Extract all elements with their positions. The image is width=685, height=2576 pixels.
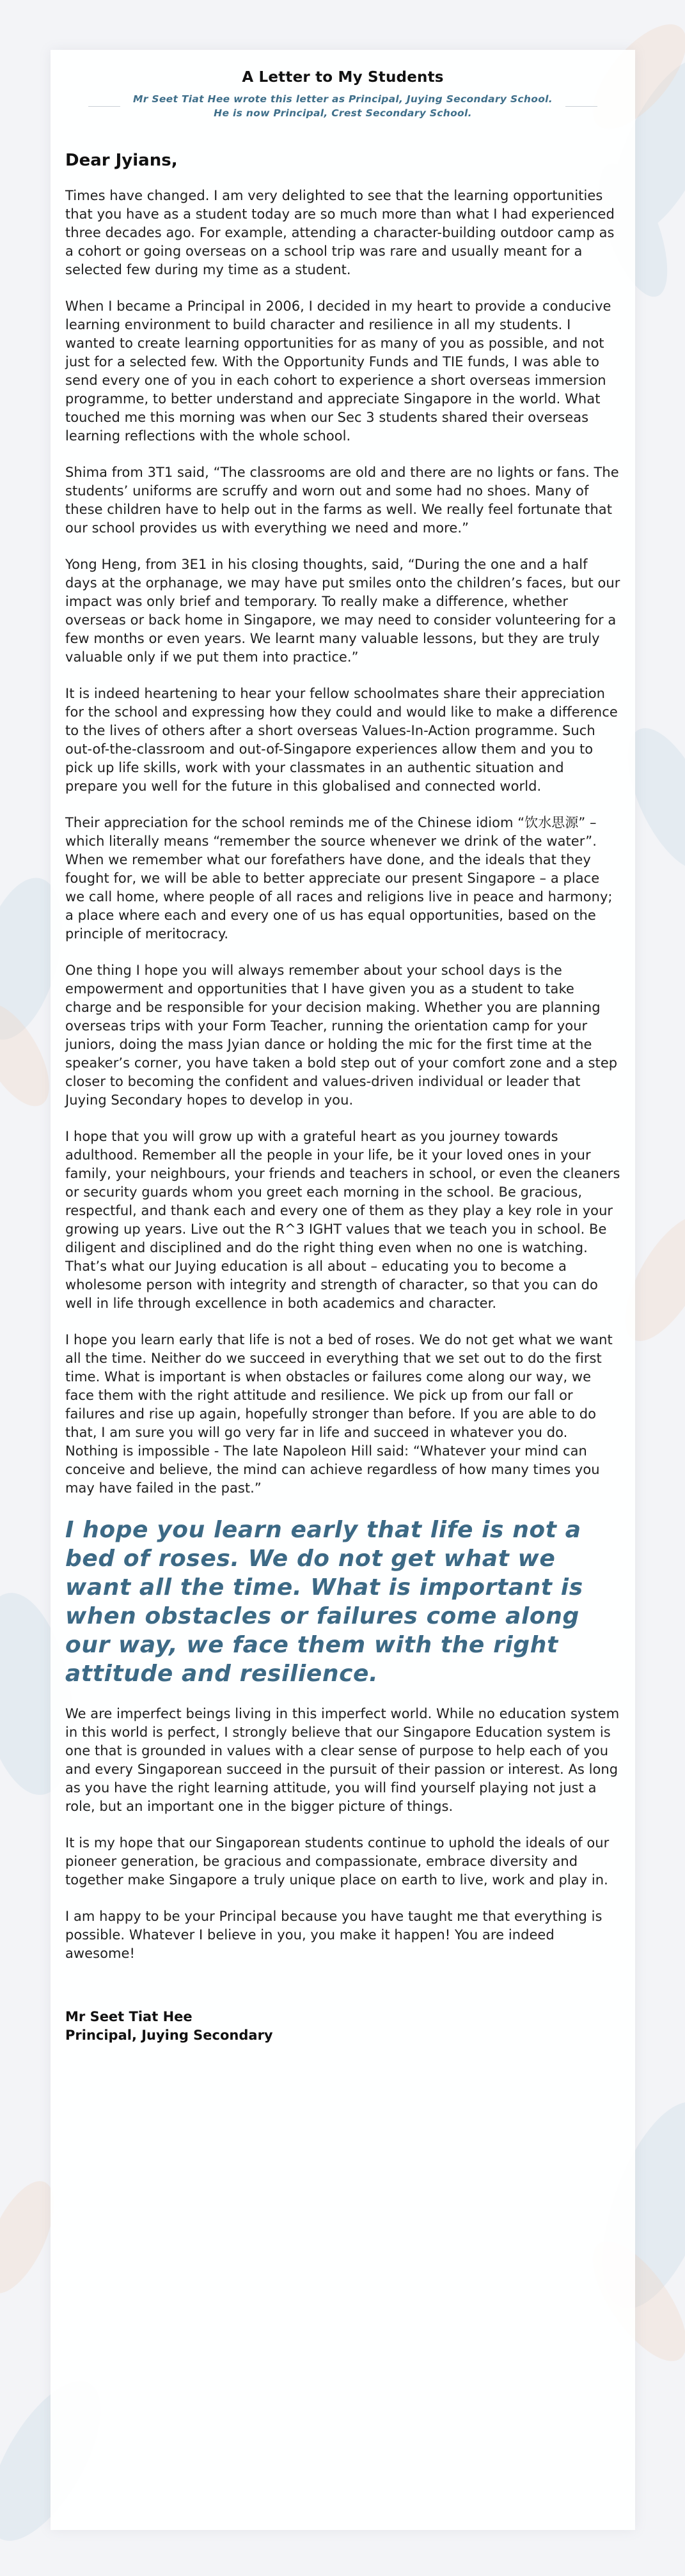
- page-title: A Letter to My Students: [242, 69, 444, 86]
- subtitle-line-2: He is now Principal, Crest Secondary School.: [214, 107, 472, 119]
- signature-block: [65, 2008, 620, 2045]
- paragraph: Shima from 3T1 said, “The classrooms are old and there are no lights or fans. The students’ uniforms are scruffy and worn out and some had no shoes. Many of these children have to help out in the farms as well. We really feel fortunate that our school provides us with everything we need and more.”: [65, 465, 619, 536]
- paragraph: Their appreciation for the school reminds me of the Chinese idiom “饮水思源” – which literally means “remember the source whenever we drink of the water”. When we remember what our forefathers have done, and the ideals that they fought for, we will be able to better appreciate our present Singapore – a place we call home, where people of all races and religions live in peace and harmony; a place where each and every one of us has equal opportunities, based on the principle of meritocracy.: [65, 815, 613, 942]
- pull-quote: I hope you learn early that life is not a bed of roses. We do not get what we want all the time. What is important is when obstacles or failures come along our way, we face them with the right attitude and resilience.: [65, 1517, 583, 1687]
- letter-content: [65, 69, 620, 2045]
- subtitle-block: [65, 92, 620, 120]
- paragraph: It is my hope that our Singaporean students continue to uphold the ideals of our pioneer generation, be gracious and compassionate, embrace diversity and together make Singapore a truly unique place on earth to live, work and play in.: [65, 1835, 610, 1888]
- salutation: Dear Jyians,: [65, 151, 178, 170]
- subtitle-line-1: Mr Seet Tiat Hee wrote this letter as Principal, Juying Secondary School.: [133, 93, 553, 105]
- paragraph: When I became a Principal in 2006, I decided in my heart to provide a conducive learning environment to build character and resilience in all my students. I wanted to create learning opportunities for as many of you as possible, and not just for a selected few. With the Opportunity Funds and TIE funds, I was able to send every one of you in each cohort to experience a short overseas immersion programme, to better understand and appreciate Singapore in the world. What touched me this morning was when our Sec 3 students shared their overseas learning reflections with the whole school.: [65, 299, 611, 444]
- paragraph: I hope that you will grow up with a grateful heart as you journey towards adulthood. Remember all the people in your life, be it your loved ones in your family, your neighbours, your friends and teachers in school, or even the cleaners or security guards whom you greet each morning in the school. Be gracious, respectful, and thank each and every one of them as they play a key role in your growing up years. Live out the R^3 IGHT values that we teach you in school. Be diligent and disciplined and do the right thing even when no one is watching. That’s what our Juying education is all about – educating you to become a wholesome person with integrity and strength of character, so that you can do well in life through excellence in both academics and character.: [65, 1129, 620, 1311]
- paragraph: It is indeed heartening to hear your fellow schoolmates share their appreciation for the school and expressing how they could and would like to make a difference to the lives of others after a short overseas Values-In-Action programme. Such out-of-the-classroom and out-of-Singapore experiences allow them and you to pick up life skills, work with your classmates in an authentic situation and prepare you well for the future in this globalised and connected world.: [65, 686, 618, 794]
- paragraph: We are imperfect beings living in this imperfect world. While no education system in this world is perfect, I strongly believe that our Singapore Education system is one that is grounded in values with a clear sense of purpose to help each of you and every Singaporean succeed in the pursuit of their passion or interest. As long as you have the right learning attitude, you will find yourself playing not just a role, but an important one in the bigger picture of things.: [65, 1706, 620, 1814]
- left-divider: [88, 106, 120, 107]
- paragraph: I hope you learn early that life is not a bed of roses. We do not get what we want all the time. Neither do we succeed in everything that we set out to do the first time. What is important is when obstacles or failures come along our way, we face them with the right attitude and resilience. We pick up from our fall or failures and rise up again, hopefully stronger than before. If you are able to do that, I am sure you will go very far in life and succeed in whatever you do. Nothing is impossible - The late Napoleon Hill said: “Whatever your mind can conceive and believe, the mind can achieve regardless of how many times you may have failed in the past.”: [65, 1332, 613, 1496]
- paragraph: One thing I hope you will always remember about your school days is the empowerment and opportunities that I have given you as a student to take charge and be responsible for your decision making. Whether you are planning overseas trips with your Form Teacher, running the orientation camp for your juniors, doing the mass Jyian dance or holding the mic for the first time at the speaker’s corner, you have taken a bold step out of your comfort zone and a step closer to becoming the confident and values-driven individual or leader that Juying Secondary hopes to develop in you.: [65, 963, 618, 1108]
- right-divider: [565, 106, 597, 107]
- paragraph: Yong Heng, from 3E1 in his closing thoughts, said, “During the one and a half days at the orphanage, we may have put smiles onto the children’s faces, but our impact was only brief and temporary. To really make a difference, whether overseas or back home in Singapore, we may need to consider volunteering for a few months or even years. We learnt many valuable lessons, but they are truly valuable only if we put them into practice.”: [65, 557, 620, 665]
- paragraph: I am happy to be your Principal because you have taught me that everything is possible. Whatever I believe in you, you make it happen! You are indeed awesome!: [65, 1909, 602, 1961]
- signature-title: Principal, Juying Secondary: [65, 2028, 273, 2043]
- paragraph: Times have changed. I am very delighted to see that the learning opportunities that you have as a student today are so much more than what I had experienced three decades ago. For example, attending a character-building outdoor camp as a cohort or going overseas on a school trip was rare and usually meant for a selected few during my time as a student.: [65, 188, 615, 277]
- signature-name: Mr Seet Tiat Hee: [65, 2009, 193, 2024]
- subtitle: [133, 92, 553, 120]
